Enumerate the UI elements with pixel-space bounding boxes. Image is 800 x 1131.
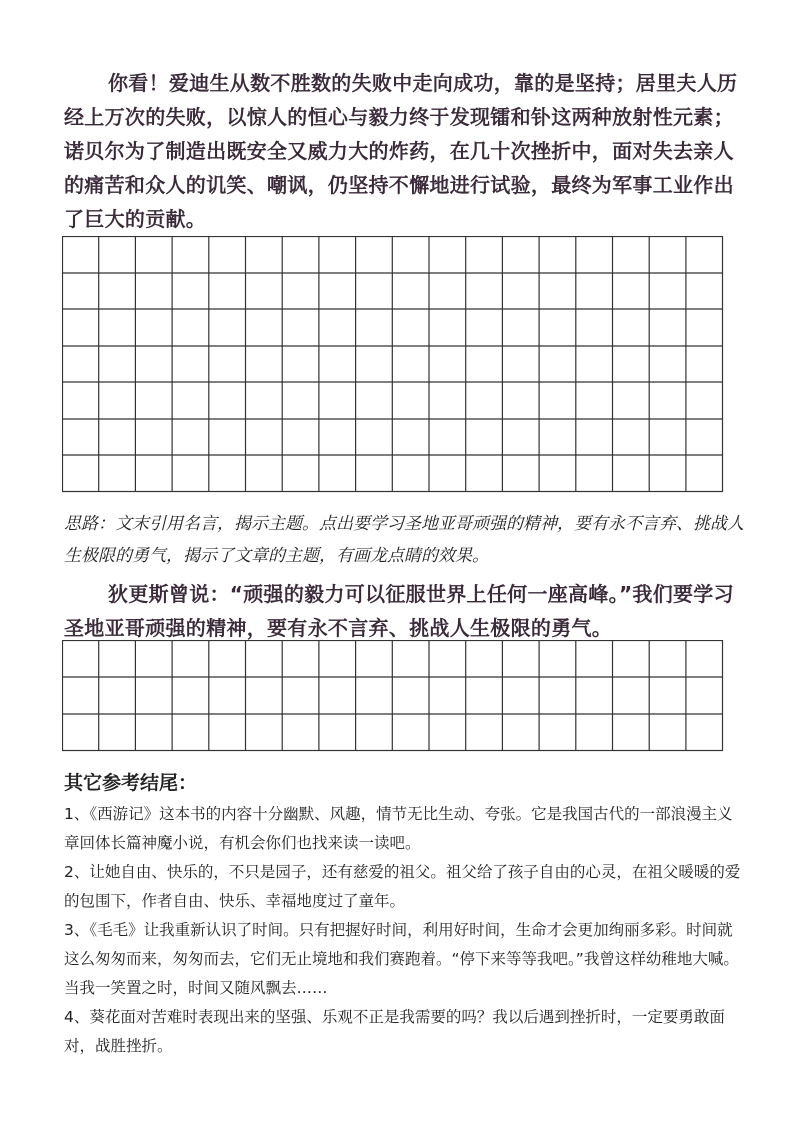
list-item: 2、让她自由、快乐的，不只是园子，还有慈爱的祖父。祖父给了孩子自由的心灵，在祖父暖暖的爱的包围下，作者自由、快乐、幸福地度过了童年。 <box>64 863 741 910</box>
list-item: 3、《毛毛》让我重新认识了时间。只有把握好时间，利用好时间，生命才会更加绚丽多彩。时间就这么匆匆而来，匆匆而去，它们无止境地和我们赛跑着。“停下来等等我吧。”我曾这样幼稚地大喊。当我一笑置之时，时间又随风飘去…… <box>64 921 739 997</box>
example-paragraph-2: 狄更斯曾说：“顽强的毅力可以征服世界上任何一座高峰。”我们要学习圣地亚哥顽强的精神，要有永不言弃、挑战人生极限的勇气。 <box>64 582 734 640</box>
writing-grid-1 <box>62 236 724 493</box>
list-item: 1、《西游记》这本书的内容十分幽默、风趣，情节无比生动、夸张。它是我国古代的一部浪漫主义章回体长篇神魔小说，有机会你们也找来读一读吧。 <box>64 805 733 852</box>
list-item: 4、葵花面对苦难时表现出来的坚强、乐观不正是我需要的吗？我以后遇到挫折时，一定要勇敢面对，战胜挫折。 <box>64 1008 725 1055</box>
thinking-note: 思路：文末引用名言，揭示主题。点出要学习圣地亚哥顽强的精神，要有永不言弃、挑战人生极限的勇气，揭示了文章的主题，有画龙点睛的效果。 <box>64 514 744 566</box>
writing-grid-1-lines <box>62 236 724 493</box>
example-paragraph-1: 你看！爱迪生从数不胜数的失败中走向成功，靠的是坚持；居里夫人历经上万次的失败，以惊人的恒心与毅力终于发现镭和钋这两种放射性元素；诺贝尔为了制造出既安全又威力大的炸药，在几十次挫折中，面对失去亲人的痛苦和众人的讥笑、嘲讽，仍坚持不懈地进行试验，最终为军事工业作出了巨大的贡献。 <box>64 71 738 231</box>
other-endings-title: 其它参考结尾： <box>64 772 198 794</box>
other-endings-list <box>64 800 744 1061</box>
writing-grid-2 <box>62 640 724 752</box>
writing-grid-2-lines <box>62 640 724 752</box>
